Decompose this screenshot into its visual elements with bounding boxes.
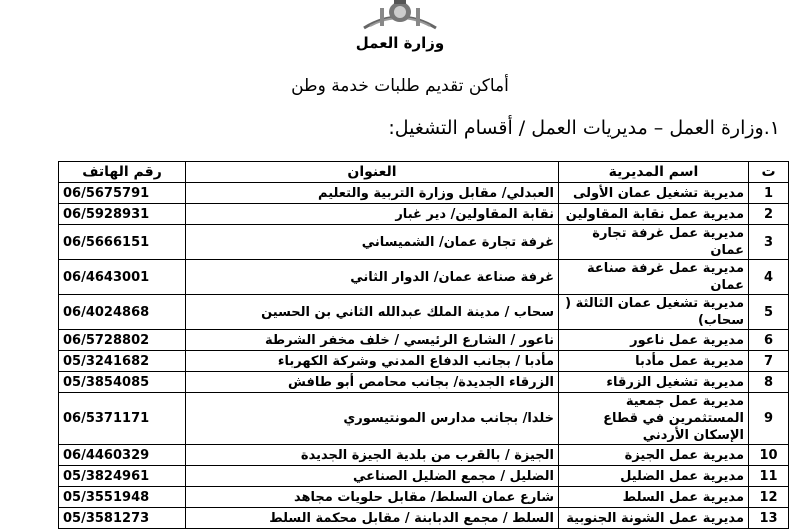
ministry-name: وزارة العمل <box>355 34 445 52</box>
table-row <box>59 393 789 445</box>
table-row <box>59 372 789 393</box>
row-address: السلط / مجمع الدبابنة / مقابل محكمة السلط <box>186 508 559 529</box>
row-directorate: مديرية عمل جمعية المستثمرين في قطاع الإسكان الأردني <box>559 393 749 445</box>
row-address: نقابة المقاولين/ دير غبار <box>186 204 559 225</box>
row-num: 3 <box>749 225 789 260</box>
row-phone: 06/4460329 <box>59 445 186 466</box>
row-phone: 06/5675791 <box>59 183 186 204</box>
row-num: 7 <box>749 351 789 372</box>
row-directorate: مديرية عمل غرفة تجارة عمان <box>559 225 749 260</box>
table-row <box>59 466 789 487</box>
header-address: العنوان <box>186 162 559 183</box>
row-phone: 05/3581273 <box>59 508 186 529</box>
row-address: شارع عمان السلط/ مقابل حلويات مجاهد <box>186 487 559 508</box>
row-directorate: مديرية عمل غرفة صناعة عمان <box>559 260 749 295</box>
header-phone: رقم الهاتف <box>59 162 186 183</box>
row-phone: 05/3551948 <box>59 487 186 508</box>
row-phone: 06/4643001 <box>59 260 186 295</box>
page-title: أماكن تقديم طلبات خدمة وطن <box>291 76 509 96</box>
table-row <box>59 508 789 529</box>
row-num: 4 <box>749 260 789 295</box>
row-num: 13 <box>749 508 789 529</box>
table-row <box>59 330 789 351</box>
table-row <box>59 295 789 330</box>
row-phone: 05/3241682 <box>59 351 186 372</box>
header-num: ت <box>749 162 789 183</box>
row-num: 6 <box>749 330 789 351</box>
section-heading: ١.وزارة العمل – مديريات العمل / أقسام التشغيل: <box>388 117 780 139</box>
row-directorate: مديرية عمل السلط <box>559 487 749 508</box>
row-num: 10 <box>749 445 789 466</box>
table-row <box>59 183 789 204</box>
header-directorate: اسم المديرية <box>559 162 749 183</box>
row-phone: 06/5928931 <box>59 204 186 225</box>
table-row <box>59 351 789 372</box>
row-phone: 06/5728802 <box>59 330 186 351</box>
row-directorate: مديرية تشغيل الزرقاء <box>559 372 749 393</box>
table-row <box>59 204 789 225</box>
row-phone: 06/5371171 <box>59 393 186 445</box>
row-phone: 06/4024868 <box>59 295 186 330</box>
row-num: 9 <box>749 393 789 445</box>
row-address: العبدلي/ مقابل وزارة التربية والتعليم <box>186 183 559 204</box>
row-phone: 06/5666151 <box>59 225 186 260</box>
row-num: 11 <box>749 466 789 487</box>
row-directorate: مديرية تشغيل عمان الثالثة ( سحاب) <box>559 295 749 330</box>
row-directorate: مديرية عمل نقابة المقاولين <box>559 204 749 225</box>
row-directorate: مديرية عمل الجيزة <box>559 445 749 466</box>
table-header-row <box>59 162 789 183</box>
row-directorate: مديرية عمل الشونة الجنوبية <box>559 508 749 529</box>
row-num: 12 <box>749 487 789 508</box>
table-row <box>59 225 789 260</box>
row-directorate: مديرية عمل ناعور <box>559 330 749 351</box>
row-num: 5 <box>749 295 789 330</box>
row-directorate: مديرية تشغيل عمان الأولى <box>559 183 749 204</box>
row-phone: 05/3854085 <box>59 372 186 393</box>
row-address: مأدبا / بجانب الدفاع المدني وشركة الكهرباء <box>186 351 559 372</box>
table-row <box>59 487 789 508</box>
row-address: الضليل / مجمع الضليل الصناعي <box>186 466 559 487</box>
row-num: 1 <box>749 183 789 204</box>
row-address: سحاب / مدينة الملك عبدالله الثاني بن الحسين <box>186 295 559 330</box>
row-address: خلدا/ بجانب مدارس المونتيسوري <box>186 393 559 445</box>
row-address: غرفة صناعة عمان/ الدوار الثاني <box>186 260 559 295</box>
row-num: 8 <box>749 372 789 393</box>
row-directorate: مديرية عمل مأدبا <box>559 351 749 372</box>
row-num: 2 <box>749 204 789 225</box>
ministry-emblem-icon <box>354 0 446 30</box>
table-row <box>59 260 789 295</box>
row-address: الزرقاء الجديدة/ بجانب محامص أبو طافش <box>186 372 559 393</box>
table-row <box>59 445 789 466</box>
row-address: الجيزة / بالقرب من بلدية الجيزة الجديدة <box>186 445 559 466</box>
directorates-table <box>58 161 789 529</box>
row-directorate: مديرية عمل الضليل <box>559 466 749 487</box>
row-phone: 05/3824961 <box>59 466 186 487</box>
row-address: ناعور / الشارع الرئيسي / خلف مخفر الشرطة <box>186 330 559 351</box>
row-address: غرفة تجارة عمان/ الشميساني <box>186 225 559 260</box>
